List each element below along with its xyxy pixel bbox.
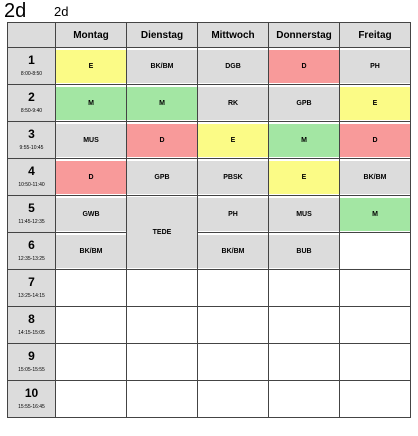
lesson-label: BK/BM	[198, 235, 268, 268]
empty-cell[interactable]	[198, 307, 269, 344]
lesson-label: PH	[340, 50, 410, 83]
empty-cell[interactable]	[269, 344, 340, 381]
lesson-label: MUS	[56, 124, 126, 157]
lesson-label: E	[269, 161, 339, 194]
period-time: 9:55-10:45	[19, 145, 44, 151]
header-row	[8, 23, 411, 48]
lesson-cell[interactable]	[340, 196, 411, 233]
lesson-cell[interactable]	[56, 233, 127, 270]
period-header-1	[8, 48, 56, 85]
lesson-label: D	[127, 124, 197, 157]
lesson-cell[interactable]	[198, 159, 269, 196]
period-time: 12:35-13:25	[18, 256, 45, 262]
period-header-2	[8, 85, 56, 122]
lesson-cell[interactable]	[269, 85, 340, 122]
period-number: 8	[28, 312, 35, 326]
empty-cell[interactable]	[269, 270, 340, 307]
lesson-cell[interactable]	[340, 85, 411, 122]
day-header-monday: Montag	[56, 23, 127, 48]
period-time: 10:50-11:40	[18, 182, 45, 188]
period-header-3	[8, 122, 56, 159]
lesson-label: E	[340, 87, 410, 120]
period-number: 10	[24, 386, 39, 400]
period-number: 6	[28, 238, 35, 252]
period-header-7	[8, 270, 56, 307]
lesson-label: D	[269, 50, 339, 83]
period-row-9	[8, 344, 411, 381]
lesson-cell[interactable]	[56, 196, 127, 233]
lesson-label: TEDE	[127, 197, 197, 268]
empty-cell[interactable]	[127, 307, 198, 344]
lesson-label: M	[269, 124, 339, 157]
day-header-friday: Freitag	[340, 23, 411, 48]
lesson-label: E	[56, 50, 126, 83]
period-row-3	[8, 122, 411, 159]
period-header-6	[8, 233, 56, 270]
period-row-1	[8, 48, 411, 85]
lesson-label: GPB	[269, 87, 339, 120]
period-time: 13:25-14:15	[18, 293, 45, 299]
empty-cell[interactable]	[198, 344, 269, 381]
lesson-cell[interactable]	[340, 48, 411, 85]
period-row-7	[8, 270, 411, 307]
empty-cell[interactable]	[340, 307, 411, 344]
timetable	[7, 22, 411, 418]
lesson-cell[interactable]	[340, 122, 411, 159]
lesson-label: BK/BM	[56, 235, 126, 268]
empty-cell[interactable]	[56, 344, 127, 381]
lesson-label: D	[56, 161, 126, 194]
lesson-label: RK	[198, 87, 268, 120]
lesson-label: D	[340, 124, 410, 157]
lesson-label: GPB	[127, 161, 197, 194]
period-number: 4	[28, 164, 35, 178]
empty-cell[interactable]	[56, 270, 127, 307]
period-row-5	[8, 196, 411, 233]
lesson-label: PH	[198, 198, 268, 231]
period-header-4	[8, 159, 56, 196]
lesson-cell[interactable]	[56, 48, 127, 85]
period-time: 15:55-16:45	[18, 404, 45, 410]
empty-cell[interactable]	[340, 381, 411, 418]
empty-cell[interactable]	[340, 233, 411, 270]
corner-cell	[8, 23, 56, 48]
lesson-cell[interactable]	[198, 196, 269, 233]
period-number: 3	[28, 127, 35, 141]
lesson-label: E	[198, 124, 268, 157]
empty-cell[interactable]	[340, 270, 411, 307]
lesson-cell[interactable]	[269, 196, 340, 233]
period-number: 1	[28, 53, 35, 67]
lesson-cell[interactable]	[198, 85, 269, 122]
period-number: 5	[28, 201, 35, 215]
page-title: 2d	[4, 0, 27, 22]
lesson-cell[interactable]	[340, 159, 411, 196]
lesson-label: M	[127, 87, 197, 120]
lesson-label: BK/BM	[127, 50, 197, 83]
period-time: 11:45-12:35	[18, 219, 45, 225]
lesson-label: MUS	[269, 198, 339, 231]
empty-cell[interactable]	[340, 344, 411, 381]
period-row-6	[8, 233, 411, 270]
period-header-10	[8, 381, 56, 418]
lesson-cell[interactable]	[56, 159, 127, 196]
lesson-cell[interactable]	[198, 122, 269, 159]
lesson-cell[interactable]	[269, 159, 340, 196]
lesson-label: PBSK	[198, 161, 268, 194]
period-number: 9	[28, 349, 35, 363]
day-header-tuesday: Dienstag	[127, 23, 198, 48]
empty-cell[interactable]	[127, 381, 198, 418]
empty-cell[interactable]	[56, 381, 127, 418]
empty-cell[interactable]	[127, 344, 198, 381]
lesson-label: M	[340, 198, 410, 231]
lesson-cell[interactable]	[56, 122, 127, 159]
period-row-2	[8, 85, 411, 122]
lesson-label: DGB	[198, 50, 268, 83]
lesson-cell[interactable]	[127, 159, 198, 196]
period-header-8	[8, 307, 56, 344]
lesson-label: GWB	[56, 198, 126, 231]
lesson-label: M	[56, 87, 126, 120]
lesson-cell[interactable]	[127, 196, 198, 270]
period-header-9	[8, 344, 56, 381]
empty-cell[interactable]	[269, 381, 340, 418]
period-time: 15:05-15:55	[18, 367, 45, 373]
lesson-cell[interactable]	[127, 122, 198, 159]
period-row-4	[8, 159, 411, 196]
period-time: 8:50-9:40	[20, 108, 43, 114]
lesson-cell[interactable]	[269, 48, 340, 85]
period-number: 2	[28, 90, 35, 104]
lesson-cell[interactable]	[127, 48, 198, 85]
lesson-cell[interactable]	[198, 48, 269, 85]
period-time: 14:15-15:05	[18, 330, 45, 336]
empty-cell[interactable]	[127, 270, 198, 307]
period-row-10	[8, 381, 411, 418]
class-label: 2d	[54, 4, 69, 19]
lesson-cell[interactable]	[198, 233, 269, 270]
period-row-8	[8, 307, 411, 344]
day-header-thursday: Donnerstag	[269, 23, 340, 48]
empty-cell[interactable]	[198, 270, 269, 307]
empty-cell[interactable]	[56, 307, 127, 344]
lesson-label: BUB	[269, 235, 339, 268]
empty-cell[interactable]	[269, 307, 340, 344]
lesson-cell[interactable]	[269, 233, 340, 270]
empty-cell[interactable]	[198, 381, 269, 418]
lesson-cell[interactable]	[269, 122, 340, 159]
lesson-label: BK/BM	[340, 161, 410, 194]
period-header-5	[8, 196, 56, 233]
lesson-cell[interactable]	[56, 85, 127, 122]
period-time: 8:00-8:50	[20, 71, 43, 77]
lesson-cell[interactable]	[127, 85, 198, 122]
day-header-wednesday: Mittwoch	[198, 23, 269, 48]
period-number: 7	[28, 275, 35, 289]
